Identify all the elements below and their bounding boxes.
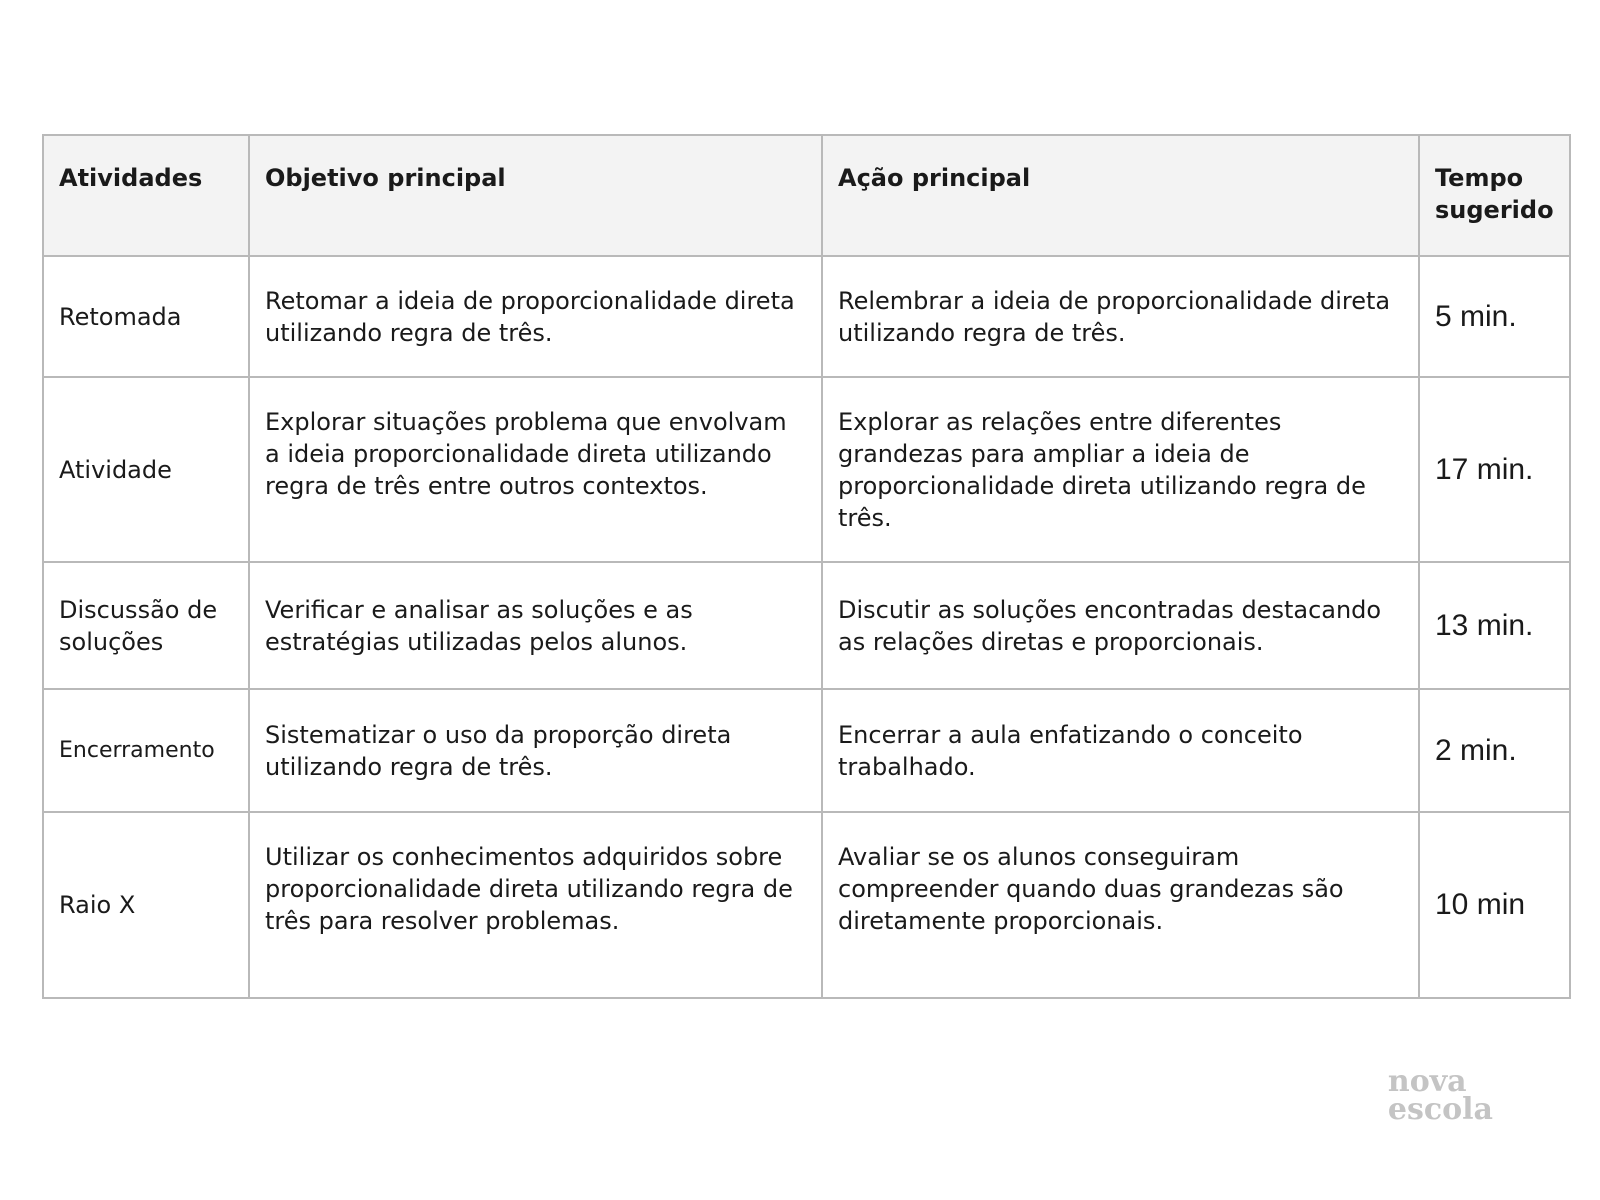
time-cell: 10 min [1419, 812, 1570, 998]
table-row [43, 812, 1570, 998]
header-activities: Atividades [43, 135, 249, 256]
objective-cell: Verificar e analisar as soluções e as estratégias utilizadas pelos alunos. [249, 562, 822, 689]
action-cell: Explorar as relações entre diferentes grandezas para ampliar a ideia de proporcionalidade direta utilizando regra de três. [822, 377, 1419, 562]
action-cell: Avaliar se os alunos conseguiram compreender quando duas grandezas são diretamente proporcionais. [822, 812, 1419, 998]
header-time: Tempo sugerido [1419, 135, 1570, 256]
activity-cell: Raio X [43, 812, 249, 998]
activity-cell: Discussão de soluções [43, 562, 249, 689]
objective-cell: Sistematizar o uso da proporção direta utilizando regra de três. [249, 689, 822, 812]
table-row [43, 562, 1570, 689]
objective-cell: Utilizar os conhecimentos adquiridos sobre proporcionalidade direta utilizando regra de três para resolver problemas. [249, 812, 822, 998]
time-cell: 17 min. [1419, 377, 1570, 562]
lesson-plan-table-container [42, 134, 1571, 999]
logo-line-1: nova [1387, 1064, 1467, 1099]
activity-cell: Encerramento [43, 689, 249, 812]
objective-cell: Retomar a ideia de proporcionalidade direta utilizando regra de três. [249, 256, 822, 377]
table-row [43, 377, 1570, 562]
logo-line-2: escola [1387, 1092, 1493, 1127]
table-row [43, 689, 1570, 812]
activity-cell: Retomada [43, 256, 249, 377]
time-cell: 5 min. [1419, 256, 1570, 377]
nova-escola-logo [1387, 1064, 1493, 1127]
activity-cell: Atividade [43, 377, 249, 562]
objective-cell: Explorar situações problema que envolvam a ideia proporcionalidade direta utilizando regra de três entre outros contextos. [249, 377, 822, 562]
time-cell: 13 min. [1419, 562, 1570, 689]
time-cell: 2 min. [1419, 689, 1570, 812]
action-cell: Discutir as soluções encontradas destacando as relações diretas e proporcionais. [822, 562, 1419, 689]
header-action: Ação principal [822, 135, 1419, 256]
lesson-plan-table [42, 134, 1571, 999]
action-cell: Encerrar a aula enfatizando o conceito trabalhado. [822, 689, 1419, 812]
header-objective: Objetivo principal [249, 135, 822, 256]
table-row [43, 256, 1570, 377]
table-header-row [43, 135, 1570, 256]
action-cell: Relembrar a ideia de proporcionalidade direta utilizando regra de três. [822, 256, 1419, 377]
